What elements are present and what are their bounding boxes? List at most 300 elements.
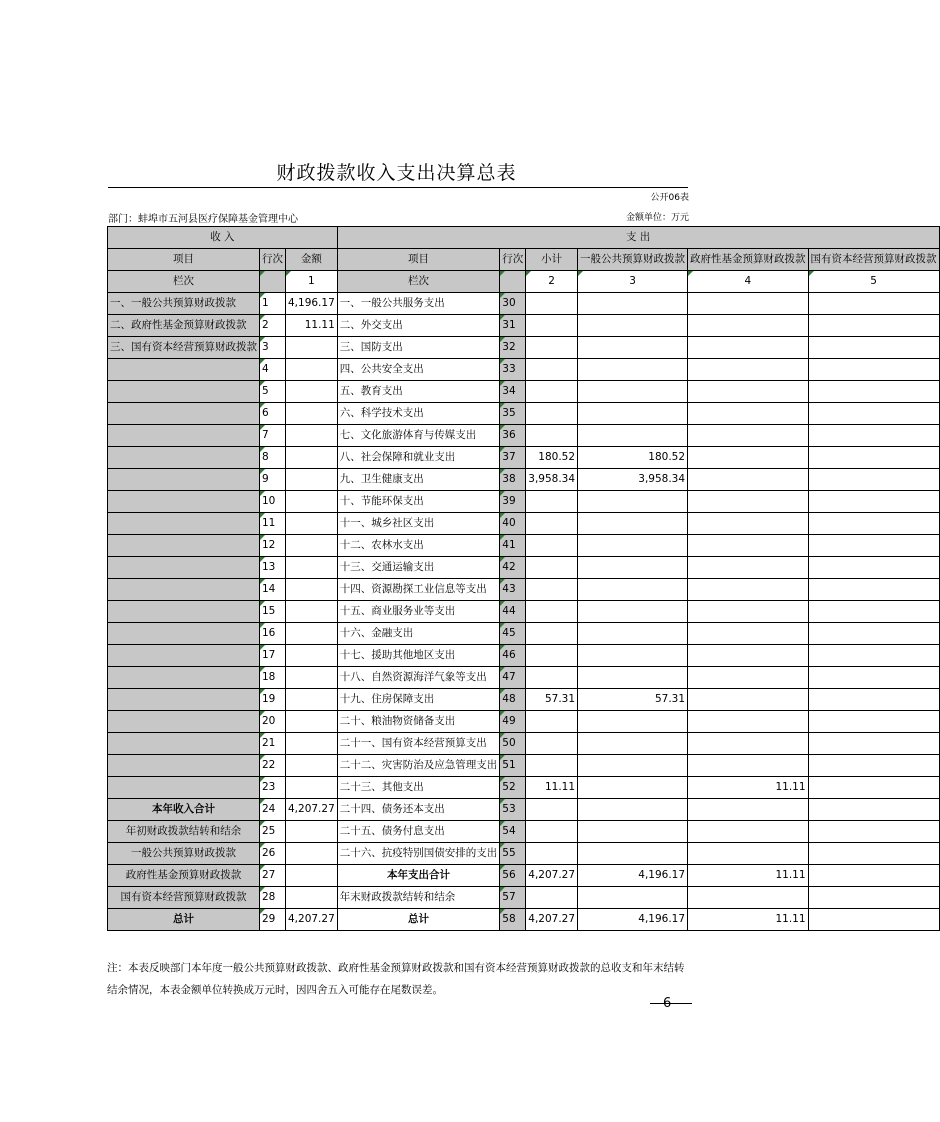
gov-fund-cell (688, 293, 809, 315)
gov-fund-cell (688, 579, 809, 601)
income-line-cell: 3 (260, 337, 286, 359)
table-row (108, 535, 940, 557)
general-budget-cell (578, 381, 688, 403)
state-capital-cell (808, 557, 939, 579)
income-amount-cell (286, 821, 338, 843)
income-item-cell (108, 491, 260, 513)
table-row (108, 755, 940, 777)
table-row (108, 315, 940, 337)
table-row (108, 337, 940, 359)
income-line-cell: 14 (260, 579, 286, 601)
subtotal-cell (526, 645, 578, 667)
gov-fund-cell (688, 491, 809, 513)
general-budget-cell: 4,196.17 (578, 909, 688, 931)
income-line-cell: 4 (260, 359, 286, 381)
income-line-cell: 20 (260, 711, 286, 733)
gov-fund-cell (688, 733, 809, 755)
expense-line-cell: 49 (500, 711, 526, 733)
expense-item-cell: 五、教育支出 (337, 381, 500, 403)
gov-fund-cell (688, 645, 809, 667)
expense-line-cell: 43 (500, 579, 526, 601)
income-item-cell (108, 513, 260, 535)
expense-item-cell: 二十二、灾害防治及应急管理支出 (337, 755, 500, 777)
expense-line-cell: 45 (500, 623, 526, 645)
table-row (108, 381, 940, 403)
subtotal-cell (526, 359, 578, 381)
expense-item-cell: 总计 (337, 909, 500, 931)
income-amount-cell (286, 403, 338, 425)
col-subtotal: 小计 (526, 249, 578, 271)
income-line-cell: 23 (260, 777, 286, 799)
form-number: 公开06表 (650, 193, 689, 203)
income-item-cell (108, 381, 260, 403)
income-item-cell (108, 755, 260, 777)
income-amount-cell (286, 557, 338, 579)
income-item-cell (108, 777, 260, 799)
table-note: 注：本表反映部门本年度一般公共预算财政拨款、政府性基金预算财政拨款和国有资本经营预算财政拨款的总收支和年末结转结余情况，本表金额单位转换成万元时，因四舍五入可能存在尾数误差。 (107, 962, 685, 996)
subtotal-cell (526, 623, 578, 645)
gov-fund-cell (688, 315, 809, 337)
income-amount-cell (286, 513, 338, 535)
income-item-cell (108, 403, 260, 425)
state-capital-cell (808, 337, 939, 359)
state-capital-cell (808, 711, 939, 733)
income-amount-cell (286, 381, 338, 403)
income-amount-cell: 4,196.17 (286, 293, 338, 315)
income-amount-cell (286, 425, 338, 447)
income-item-cell (108, 601, 260, 623)
general-budget-cell (578, 315, 688, 337)
expense-item-cell: 六、科学技术支出 (337, 403, 500, 425)
expense-line-cell: 56 (500, 865, 526, 887)
subtotal-cell (526, 381, 578, 403)
expense-item-cell: 四、公共安全支出 (337, 359, 500, 381)
expense-line-cell: 52 (500, 777, 526, 799)
col-index: 2 (526, 271, 578, 293)
table-row (108, 887, 940, 909)
gov-fund-cell (688, 513, 809, 535)
table-row (108, 293, 940, 315)
expense-line-cell: 44 (500, 601, 526, 623)
expense-item-cell: 三、国防支出 (337, 337, 500, 359)
gov-fund-cell (688, 821, 809, 843)
subtotal-cell (526, 821, 578, 843)
expense-item-cell: 十七、援助其他地区支出 (337, 645, 500, 667)
expense-item-cell: 本年支出合计 (337, 865, 500, 887)
table-row (108, 821, 940, 843)
subtotal-cell (526, 403, 578, 425)
income-line-cell: 8 (260, 447, 286, 469)
income-item-cell (108, 447, 260, 469)
subtotal-cell (526, 513, 578, 535)
state-capital-cell (808, 579, 939, 601)
general-budget-cell (578, 579, 688, 601)
income-item-cell: 国有资本经营预算财政拨款 (108, 887, 260, 909)
expense-item-cell: 二十、粮油物资储备支出 (337, 711, 500, 733)
expense-item-cell: 年末财政拨款结转和结余 (337, 887, 500, 909)
state-capital-cell (808, 491, 939, 513)
income-line-cell: 19 (260, 689, 286, 711)
col-index: 3 (578, 271, 688, 293)
income-amount-cell (286, 535, 338, 557)
income-amount-cell (286, 843, 338, 865)
state-capital-cell (808, 843, 939, 865)
gov-fund-cell: 11.11 (688, 909, 809, 931)
income-amount-cell (286, 887, 338, 909)
table-row (108, 777, 940, 799)
col-index-blank (500, 271, 526, 293)
income-item-cell (108, 469, 260, 491)
state-capital-cell (808, 645, 939, 667)
income-line-cell: 1 (260, 293, 286, 315)
general-budget-cell (578, 887, 688, 909)
subtotal-cell: 4,207.27 (526, 865, 578, 887)
subtotal-cell (526, 535, 578, 557)
subtotal-cell (526, 755, 578, 777)
income-line-cell: 10 (260, 491, 286, 513)
subtotal-cell (526, 557, 578, 579)
income-item-cell (108, 557, 260, 579)
table-row (108, 425, 940, 447)
income-item-cell (108, 733, 260, 755)
gov-fund-cell (688, 425, 809, 447)
col-state-capital: 国有资本经营预算财政拨款 (808, 249, 939, 271)
income-amount-cell (286, 645, 338, 667)
col-index-blank (260, 271, 286, 293)
gov-fund-cell (688, 887, 809, 909)
income-amount-cell (286, 667, 338, 689)
expense-item-cell: 十四、资源勘探工业信息等支出 (337, 579, 500, 601)
gov-fund-cell (688, 403, 809, 425)
income-amount-cell (286, 337, 338, 359)
expense-item-cell: 八、社会保障和就业支出 (337, 447, 500, 469)
state-capital-cell (808, 909, 939, 931)
gov-fund-cell (688, 689, 809, 711)
subtotal-cell: 3,958.34 (526, 469, 578, 491)
table-row (108, 865, 940, 887)
general-budget-cell (578, 733, 688, 755)
expense-item-cell: 二十三、其他支出 (337, 777, 500, 799)
income-amount-cell (286, 359, 338, 381)
expense-header: 支 出 (337, 227, 939, 249)
expense-line-cell: 46 (500, 645, 526, 667)
income-amount-cell (286, 623, 338, 645)
subtotal-cell (526, 667, 578, 689)
subtotal-cell: 4,207.27 (526, 909, 578, 931)
table-row (108, 601, 940, 623)
gov-fund-cell (688, 469, 809, 491)
general-budget-cell (578, 337, 688, 359)
state-capital-cell (808, 381, 939, 403)
subtotal-cell (526, 315, 578, 337)
expense-item-cell: 二十四、债务还本支出 (337, 799, 500, 821)
general-budget-cell (578, 667, 688, 689)
state-capital-cell (808, 447, 939, 469)
state-capital-cell (808, 601, 939, 623)
table-row (108, 799, 940, 821)
income-item-cell (108, 623, 260, 645)
income-item-cell: 三、国有资本经营预算财政拨款 (108, 337, 260, 359)
state-capital-cell (808, 403, 939, 425)
expense-line-cell: 55 (500, 843, 526, 865)
income-item-cell (108, 579, 260, 601)
subtotal-cell (526, 293, 578, 315)
table-row (108, 557, 940, 579)
expense-line-cell: 47 (500, 667, 526, 689)
income-line-cell: 2 (260, 315, 286, 337)
income-amount-cell (286, 447, 338, 469)
subtotal-cell: 180.52 (526, 447, 578, 469)
col-general-budget: 一般公共预算财政拨款 (578, 249, 688, 271)
col-income-amount: 金额 (286, 249, 338, 271)
income-line-cell: 29 (260, 909, 286, 931)
expense-line-cell: 41 (500, 535, 526, 557)
income-amount-cell (286, 865, 338, 887)
general-budget-cell (578, 403, 688, 425)
section-header-row (108, 227, 940, 249)
income-line-cell: 28 (260, 887, 286, 909)
general-budget-cell (578, 821, 688, 843)
expense-item-cell: 二、外交支出 (337, 315, 500, 337)
table-row (108, 667, 940, 689)
income-amount-cell (286, 469, 338, 491)
page-number: —6— (650, 996, 685, 1011)
expense-line-cell: 32 (500, 337, 526, 359)
income-item-cell: 一般公共预算财政拨款 (108, 843, 260, 865)
income-amount-cell (286, 689, 338, 711)
state-capital-cell (808, 887, 939, 909)
table-row (108, 711, 940, 733)
gov-fund-cell (688, 843, 809, 865)
subtotal-cell (526, 799, 578, 821)
general-budget-cell (578, 711, 688, 733)
expense-line-cell: 36 (500, 425, 526, 447)
subtotal-cell: 11.11 (526, 777, 578, 799)
table-row (108, 403, 940, 425)
expense-item-cell: 二十六、抗疫特别国债安排的支出 (337, 843, 500, 865)
unit-label: 金额单位：万元 (625, 213, 689, 223)
income-amount-cell (286, 579, 338, 601)
income-line-cell: 18 (260, 667, 286, 689)
state-capital-cell (808, 777, 939, 799)
gov-fund-cell (688, 755, 809, 777)
col-income-line: 行次 (260, 249, 286, 271)
income-item-cell (108, 711, 260, 733)
col-index-label: 栏次 (108, 271, 260, 293)
income-item-cell: 年初财政拨款结转和结余 (108, 821, 260, 843)
income-item-cell (108, 425, 260, 447)
general-budget-cell (578, 359, 688, 381)
general-budget-cell (578, 557, 688, 579)
expense-item-cell: 九、卫生健康支出 (337, 469, 500, 491)
state-capital-cell (808, 469, 939, 491)
general-budget-cell: 4,196.17 (578, 865, 688, 887)
expense-line-cell: 40 (500, 513, 526, 535)
income-amount-cell (286, 733, 338, 755)
table-row (108, 843, 940, 865)
income-line-cell: 5 (260, 381, 286, 403)
expense-line-cell: 30 (500, 293, 526, 315)
general-budget-cell (578, 535, 688, 557)
expense-item-cell: 十三、交通运输支出 (337, 557, 500, 579)
general-budget-cell (578, 843, 688, 865)
table-row (108, 359, 940, 381)
expense-line-cell: 54 (500, 821, 526, 843)
table-row (108, 733, 940, 755)
state-capital-cell (808, 535, 939, 557)
title-underline (108, 187, 688, 188)
expense-line-cell: 48 (500, 689, 526, 711)
general-budget-cell: 3,958.34 (578, 469, 688, 491)
expense-item-cell: 二十五、债务付息支出 (337, 821, 500, 843)
state-capital-cell (808, 513, 939, 535)
expense-item-cell: 一、一般公共服务支出 (337, 293, 500, 315)
general-budget-cell (578, 777, 688, 799)
subtotal-cell (526, 579, 578, 601)
state-capital-cell (808, 755, 939, 777)
income-item-cell (108, 689, 260, 711)
table-row (108, 645, 940, 667)
gov-fund-cell (688, 601, 809, 623)
table-row (108, 909, 940, 931)
income-amount-cell (286, 601, 338, 623)
state-capital-cell (808, 315, 939, 337)
expense-item-cell: 十、节能环保支出 (337, 491, 500, 513)
state-capital-cell (808, 733, 939, 755)
subtotal-cell: 57.31 (526, 689, 578, 711)
gov-fund-cell (688, 667, 809, 689)
general-budget-cell (578, 799, 688, 821)
general-budget-cell: 180.52 (578, 447, 688, 469)
income-item-cell (108, 535, 260, 557)
general-budget-cell (578, 513, 688, 535)
general-budget-cell (578, 425, 688, 447)
col-income-item: 项目 (108, 249, 260, 271)
expense-item-cell: 十五、商业服务业等支出 (337, 601, 500, 623)
expense-item-cell: 十八、自然资源海洋气象等支出 (337, 667, 500, 689)
income-item-cell: 政府性基金预算财政拨款 (108, 865, 260, 887)
col-expense-item: 项目 (337, 249, 500, 271)
income-line-cell: 17 (260, 645, 286, 667)
income-item-cell: 总计 (108, 909, 260, 931)
income-line-cell: 15 (260, 601, 286, 623)
state-capital-cell (808, 425, 939, 447)
expense-line-cell: 53 (500, 799, 526, 821)
income-line-cell: 6 (260, 403, 286, 425)
income-line-cell: 25 (260, 821, 286, 843)
income-item-cell: 一、一般公共预算财政拨款 (108, 293, 260, 315)
expense-item-cell: 十一、城乡社区支出 (337, 513, 500, 535)
subtotal-cell (526, 887, 578, 909)
state-capital-cell (808, 799, 939, 821)
table-row (108, 469, 940, 491)
subtotal-cell (526, 601, 578, 623)
subtotal-cell (526, 843, 578, 865)
expense-line-cell: 37 (500, 447, 526, 469)
general-budget-cell (578, 491, 688, 513)
expense-line-cell: 50 (500, 733, 526, 755)
expense-line-cell: 34 (500, 381, 526, 403)
expense-line-cell: 33 (500, 359, 526, 381)
gov-fund-cell (688, 557, 809, 579)
income-line-cell: 7 (260, 425, 286, 447)
income-amount-cell (286, 491, 338, 513)
state-capital-cell (808, 865, 939, 887)
col-index: 4 (688, 271, 809, 293)
gov-fund-cell (688, 447, 809, 469)
column-index-row (108, 271, 940, 293)
table-row (108, 513, 940, 535)
general-budget-cell (578, 293, 688, 315)
state-capital-cell (808, 689, 939, 711)
col-index: 1 (286, 271, 338, 293)
general-budget-cell (578, 601, 688, 623)
expense-item-cell: 十九、住房保障支出 (337, 689, 500, 711)
income-amount-cell: 4,207.27 (286, 909, 338, 931)
state-capital-cell (808, 293, 939, 315)
state-capital-cell (808, 359, 939, 381)
gov-fund-cell (688, 623, 809, 645)
income-line-cell: 12 (260, 535, 286, 557)
income-item-cell (108, 359, 260, 381)
income-line-cell: 11 (260, 513, 286, 535)
subtotal-cell (526, 337, 578, 359)
gov-fund-cell: 11.11 (688, 865, 809, 887)
income-amount-cell (286, 755, 338, 777)
state-capital-cell (808, 623, 939, 645)
general-budget-cell: 57.31 (578, 689, 688, 711)
gov-fund-cell (688, 799, 809, 821)
income-header: 收 入 (108, 227, 338, 249)
expense-line-cell: 42 (500, 557, 526, 579)
subtotal-cell (526, 491, 578, 513)
income-amount-cell: 4,207.27 (286, 799, 338, 821)
general-budget-cell (578, 645, 688, 667)
subtotal-cell (526, 425, 578, 447)
income-line-cell: 13 (260, 557, 286, 579)
column-header-row (108, 249, 940, 271)
income-item-cell: 二、政府性基金预算财政拨款 (108, 315, 260, 337)
income-line-cell: 26 (260, 843, 286, 865)
col-expense-line: 行次 (500, 249, 526, 271)
expense-line-cell: 51 (500, 755, 526, 777)
gov-fund-cell (688, 535, 809, 557)
income-line-cell: 24 (260, 799, 286, 821)
income-line-cell: 16 (260, 623, 286, 645)
expense-item-cell: 七、文化旅游体育与传媒支出 (337, 425, 500, 447)
gov-fund-cell (688, 711, 809, 733)
expense-item-cell: 二十一、国有资本经营预算支出 (337, 733, 500, 755)
expense-item-cell: 十二、农林水支出 (337, 535, 500, 557)
income-item-cell (108, 667, 260, 689)
income-amount-cell (286, 777, 338, 799)
table-row (108, 447, 940, 469)
expense-line-cell: 35 (500, 403, 526, 425)
income-amount-cell (286, 711, 338, 733)
col-index-label: 栏次 (337, 271, 500, 293)
expense-line-cell: 58 (500, 909, 526, 931)
subtotal-cell (526, 733, 578, 755)
gov-fund-cell: 11.11 (688, 777, 809, 799)
general-budget-cell (578, 755, 688, 777)
expense-line-cell: 31 (500, 315, 526, 337)
income-line-cell: 9 (260, 469, 286, 491)
gov-fund-cell (688, 337, 809, 359)
income-line-cell: 27 (260, 865, 286, 887)
table-row (108, 689, 940, 711)
general-budget-cell (578, 623, 688, 645)
table-row (108, 491, 940, 513)
